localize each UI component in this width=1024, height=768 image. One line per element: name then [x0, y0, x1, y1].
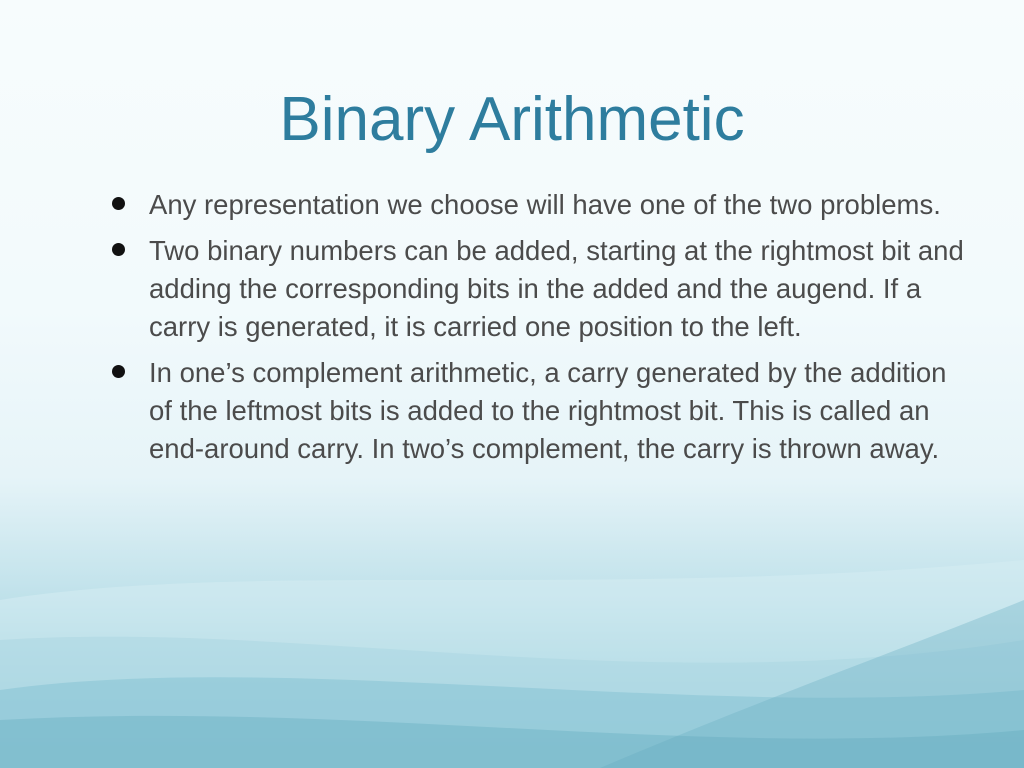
- bullet-text: Two binary numbers can be added, starting at the rightmost bit and adding the corresponding bits in the added and the augend. If a carry is generated, it is carried one position to the left.: [149, 235, 964, 342]
- slide-title: Binary Arithmetic: [279, 85, 745, 154]
- bullet-item: [106, 354, 966, 468]
- bullet-item: [106, 232, 966, 346]
- bullet-list: [106, 186, 966, 476]
- bullet-item: [106, 186, 966, 224]
- bullet-text: Any representation we choose will have one of the two problems.: [149, 189, 941, 220]
- bullet-text: In one’s complement arithmetic, a carry generated by the addition of the leftmost bits is added to the rightmost bit. This is called an end-around carry. In two’s complement, the carry is thrown away.: [149, 357, 947, 464]
- bullet-dot-icon: [112, 243, 125, 256]
- bullet-dot-icon: [112, 197, 125, 210]
- bullet-dot-icon: [112, 365, 125, 378]
